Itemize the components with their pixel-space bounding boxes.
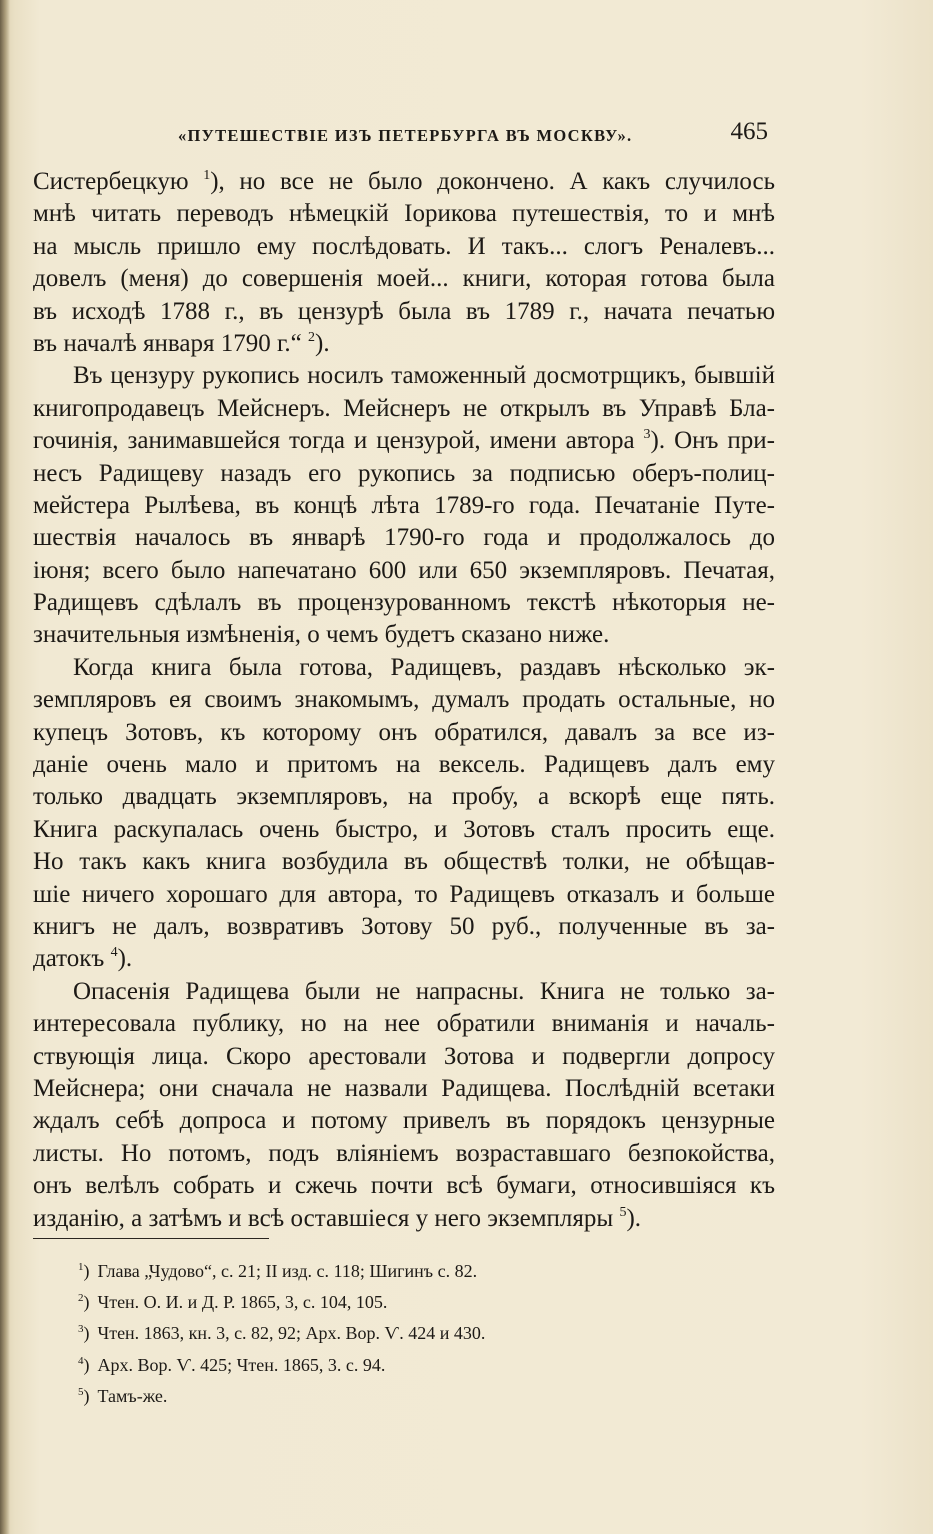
paragraph xyxy=(33,652,775,976)
line-text: интересовала публику, но на нее обратили вниманія и началь- xyxy=(33,1010,775,1038)
footnote-mark: 5 xyxy=(78,1385,84,1398)
line-text: довелъ (меня) до совершенія моей... книги, которая готова была xyxy=(33,265,775,293)
line-text-after: ), но все не было докончено. А какъ случилось xyxy=(210,168,775,195)
paragraph xyxy=(33,360,775,652)
text-line xyxy=(33,879,775,911)
text-line xyxy=(33,263,775,295)
line-text-after: ). Онъ при- xyxy=(650,427,775,455)
line-text: Книга раскупалась очень быстро, и Зотовъ сталъ просить еще. xyxy=(33,815,775,843)
footnote xyxy=(78,1379,718,1410)
footnote-text: Арх. Вор. Ѵ. 425; Чтен. 1865, 3. с. 94. xyxy=(97,1354,386,1375)
text-line xyxy=(33,911,775,943)
line-text: гочинія, занимавшейся тогда и цензурой, имени автора xyxy=(33,427,644,455)
text-line xyxy=(33,328,775,360)
footnotes xyxy=(78,1254,718,1410)
text-line xyxy=(33,1008,775,1040)
line-text: онъ велѣлъ собрать и сжечь почти всѣ бумаги, относившіяся къ xyxy=(33,1172,775,1200)
footnote-rule xyxy=(33,1238,269,1239)
text-line xyxy=(33,1041,775,1073)
line-text-after: ). xyxy=(626,1204,642,1232)
page-spine-shadow xyxy=(0,0,10,1534)
line-text: Въ цензуру рукопись носилъ таможенный досмотрщикъ, бывшій xyxy=(73,362,775,390)
line-text: мейстера Рылѣева, въ концѣ лѣта 1789-го года. Печатаніе Путе- xyxy=(33,491,775,519)
footnote-text: Чтен. 1863, кн. 3, с. 82, 92; Арх. Вор. Ѵ. 424 и 430. xyxy=(97,1323,486,1344)
text-line xyxy=(33,360,775,392)
line-text: даніе очень мало и притомъ на вексель. Радищевъ далъ ему xyxy=(33,751,775,779)
paragraph xyxy=(33,976,775,1235)
line-text: въ началѣ января 1790 г.“ xyxy=(33,329,308,357)
footnote-text: Глава „Чудово“, с. 21; II изд. с. 118; Шигинъ с. 82. xyxy=(97,1261,478,1281)
line-text: только двадцать экземпляровъ, на пробу, а вскорѣ еще пять. xyxy=(33,783,775,811)
footnote xyxy=(78,1285,718,1316)
paragraph xyxy=(33,166,775,360)
text-line xyxy=(33,684,775,716)
footnote-paren: ) xyxy=(83,1354,90,1375)
text-line xyxy=(33,781,775,813)
text-line xyxy=(33,1073,775,1105)
text-line xyxy=(33,749,775,781)
text-line xyxy=(33,619,775,651)
footnote-text: Чтен. О. И. и Д. Р. 1865, 3, с. 104, 105. xyxy=(97,1292,388,1313)
running-header xyxy=(178,118,768,154)
line-text: Когда книга была готова, Радищевъ, раздавъ нѣсколько эк- xyxy=(73,653,775,681)
line-text: Но такъ какъ книга возбудила въ обществѣ толки, не обѣщав- xyxy=(33,848,775,876)
footnote-mark: 4 xyxy=(78,1354,84,1367)
line-text: Радищевъ сдѣлалъ въ процензурованномъ текстѣ нѣкоторыя не- xyxy=(33,589,775,617)
line-text: земпляровъ ея своимъ знакомымъ, думалъ продать остальные, но xyxy=(33,686,775,714)
text-line xyxy=(33,490,775,522)
footnote-paren: ) xyxy=(83,1292,90,1313)
running-title: «ПУТЕШЕСТВІЕ ИЗЪ ПЕТЕРБУРГА ВЪ МОСКВУ». xyxy=(178,126,633,145)
footnote-reference: 2 xyxy=(308,329,315,345)
body-text xyxy=(33,166,775,1235)
text-line xyxy=(33,296,775,328)
text-line xyxy=(33,555,775,587)
text-line xyxy=(33,458,775,490)
footnote-reference: 4 xyxy=(110,945,118,961)
text-line xyxy=(33,717,775,749)
line-text: мнѣ читать переводъ нѣмецкій Іорикова путешествія, то и мнѣ xyxy=(33,200,775,228)
line-text: значительныя измѣненія, о чемъ будетъ сказано ниже. xyxy=(33,621,610,649)
footnote-reference: 5 xyxy=(619,1204,627,1220)
text-line xyxy=(33,166,775,198)
text-line xyxy=(33,198,775,230)
footnote xyxy=(78,1316,718,1347)
text-line xyxy=(33,587,775,619)
line-text: іюня; всего было напечатано 600 или 650 экземпляровъ. Печатая, xyxy=(33,556,775,584)
footnote-paren: ) xyxy=(83,1323,90,1344)
text-line xyxy=(33,393,775,425)
text-line xyxy=(33,1138,775,1170)
text-line xyxy=(33,522,775,554)
footnote-mark: 2 xyxy=(78,1292,84,1305)
text-line xyxy=(33,425,775,457)
text-line xyxy=(33,1203,775,1235)
text-line xyxy=(33,846,775,878)
line-text: на мысль пришло ему послѣдовать. И такъ... слогъ Реналевъ... xyxy=(33,232,775,260)
line-text: несъ Радищеву назадъ его рукопись за подписью оберъ-полиц- xyxy=(33,459,775,487)
footnote-paren: ) xyxy=(83,1261,90,1281)
footnote-mark: 1 xyxy=(78,1261,84,1273)
footnote-paren: ) xyxy=(83,1385,90,1406)
line-text: шествія началось въ январѣ 1790-го года и продолжалось до xyxy=(33,524,775,552)
line-text: книгъ не далъ, возвративъ Зотову 50 руб., полученные въ за- xyxy=(33,912,775,940)
line-text: датокъ xyxy=(33,945,111,973)
text-line xyxy=(33,1170,775,1202)
line-text: Систербецкую xyxy=(33,168,204,195)
line-text: шіе ничего хорошаго для автора, то Радищевъ отказалъ и больше xyxy=(33,880,775,908)
footnote-reference: 3 xyxy=(643,427,651,443)
line-text: ствующія лица. Скоро арестовали Зотова и подвергли допросу xyxy=(33,1042,775,1070)
footnote-reference: 1 xyxy=(203,168,211,183)
text-line xyxy=(33,976,775,1008)
footnote-text: Тамъ-же. xyxy=(97,1385,168,1406)
line-text: въ исходѣ 1788 г., въ цензурѣ была въ 1789 г., начата печатью xyxy=(33,297,775,325)
line-text: листы. Но потомъ, подъ вліяніемъ возраставшаго безпокойства, xyxy=(33,1139,775,1167)
line-text: ждалъ себѣ допроса и потому привелъ въ порядокъ цензурные xyxy=(33,1107,775,1135)
footnote-mark: 3 xyxy=(78,1323,84,1336)
footnote xyxy=(78,1254,718,1285)
page-number: 465 xyxy=(730,118,768,145)
line-text: изданію, а затѣмъ и всѣ оставшіеся у него экземпляры xyxy=(33,1204,620,1232)
line-text-after: ). xyxy=(315,329,330,357)
line-text: Мейснера; они сначала не назвали Радищева. Послѣдній всетаки xyxy=(33,1074,775,1102)
text-line xyxy=(33,1105,775,1137)
line-text-after: ). xyxy=(117,945,133,973)
line-text: Опасенія Радищева были не напрасны. Книга не только за- xyxy=(73,977,775,1005)
line-text: книгопродавецъ Мейснеръ. Мейснеръ не открылъ въ Управѣ Бла- xyxy=(33,394,775,422)
text-line xyxy=(33,231,775,263)
footnote xyxy=(78,1348,718,1379)
text-line xyxy=(33,652,775,684)
line-text: купецъ Зотовъ, къ которому онъ обратился, давалъ за все из- xyxy=(33,718,775,746)
text-line xyxy=(33,943,775,975)
text-line xyxy=(33,814,775,846)
